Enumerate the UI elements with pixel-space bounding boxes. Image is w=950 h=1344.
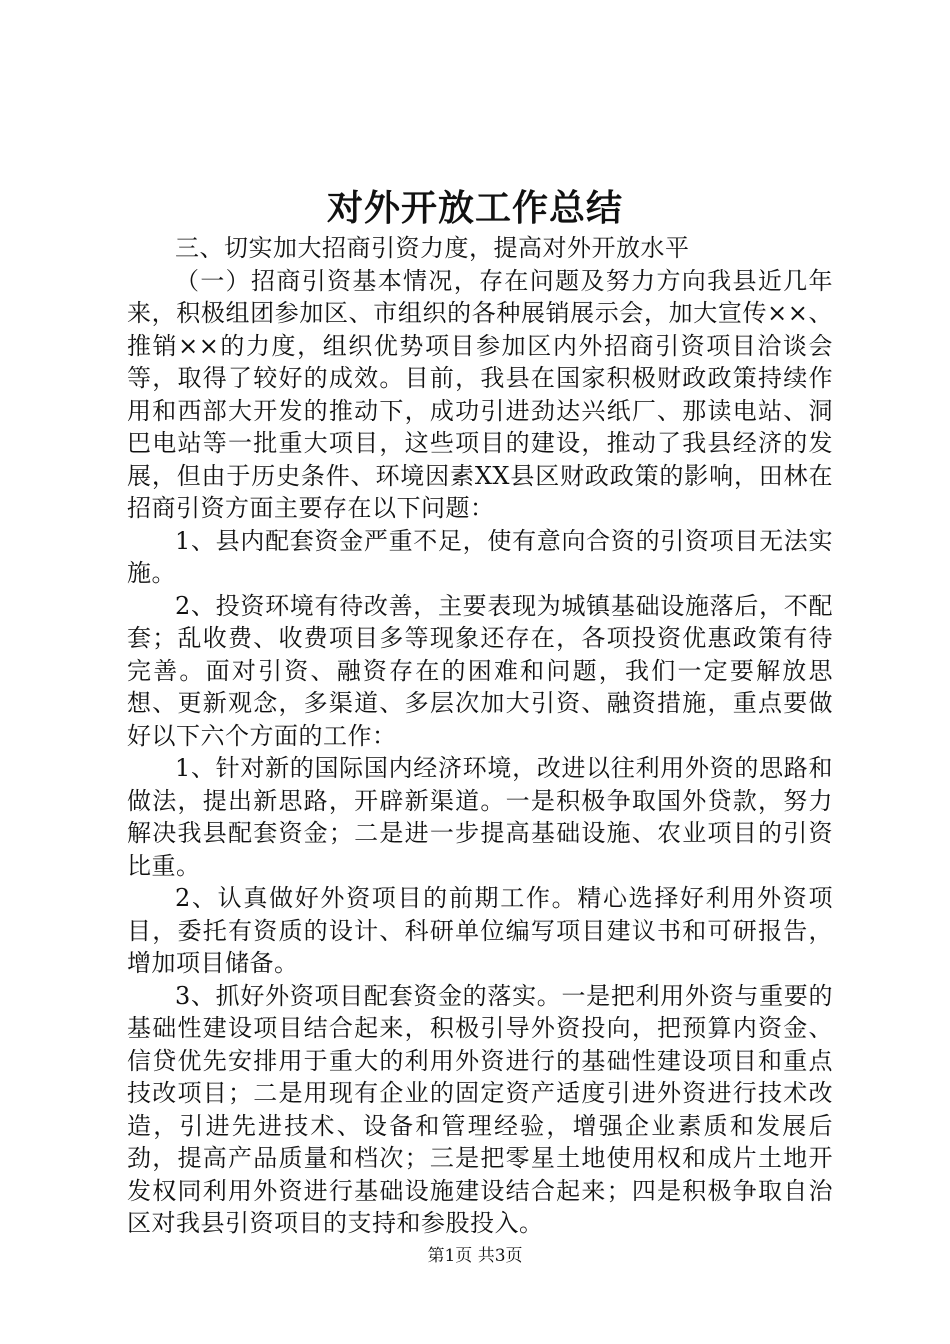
document-body: [127, 232, 833, 1240]
paragraph: （一）招商引资基本情况，存在问题及努力方向我县近几年来，积极组团参加区、市组织的各种展销展示会，加大宣传××、推销××的力度，组织优势项目参加区内外招商引资项目洽谈会等，取得了较好的成效。目前，我县在国家积极财政政策持续作用和西部大开发的推动下，成功引进劲达兴纸厂、那读电站、洞巴电站等一批重大项目，这些项目的建设，推动了我县经济的发展，但由于历史条件、环境因素XX县区财政政策的影响，田林在招商引资方面主要存在以下问题：: [127, 266, 833, 522]
paragraph: 1、针对新的国际国内经济环境，改进以往利用外资的思路和做法，提出新思路，开辟新渠道。一是积极争取国外贷款，努力解决我县配套资金；二是进一步提高基础设施、农业项目的引资比重。: [127, 754, 833, 880]
paragraph: 1、县内配套资金严重不足，使有意向合资的引资项目无法实施。: [127, 526, 833, 587]
paragraph: 3、抓好外资项目配套资金的落实。一是把利用外资与重要的基础性建设项目结合起来，积极引导外资投向，把预算内资金、信贷优先安排用于重大的利用外资进行的基础性建设项目和重点技改项目；二是用现有企业的固定资产适度引进外资进行技术改造，引进先进技术、设备和管理经验，增强企业素质和发展后劲，提高产品质量和档次；三是把零星土地使用权和成片土地开发权同利用外资进行基础设施建设结合起来；四是积极争取自治区对我县引资项目的支持和参股投入。: [127, 981, 833, 1237]
page-number-footer: 第1页 共3页: [427, 1246, 523, 1266]
section-heading: 三、切实加大招商引资力度，提高对外开放水平: [175, 234, 690, 262]
paragraph: 2、投资环境有待改善，主要表现为城镇基础设施落后，不配套；乱收费、收费项目多等现象还存在，各项投资优惠政策有待完善。面对引资、融资存在的困难和问题，我们一定要解放思想、更新观念，多渠道、多层次加大引资、融资措施，重点要做好以下六个方面的工作：: [127, 591, 833, 750]
document-title: 对外开放工作总结: [326, 187, 623, 229]
paragraph: 2、认真做好外资项目的前期工作。精心选择好利用外资项目，委托有资质的设计、科研单位编写项目建议书和可研报告，增加项目储备。: [127, 884, 833, 977]
